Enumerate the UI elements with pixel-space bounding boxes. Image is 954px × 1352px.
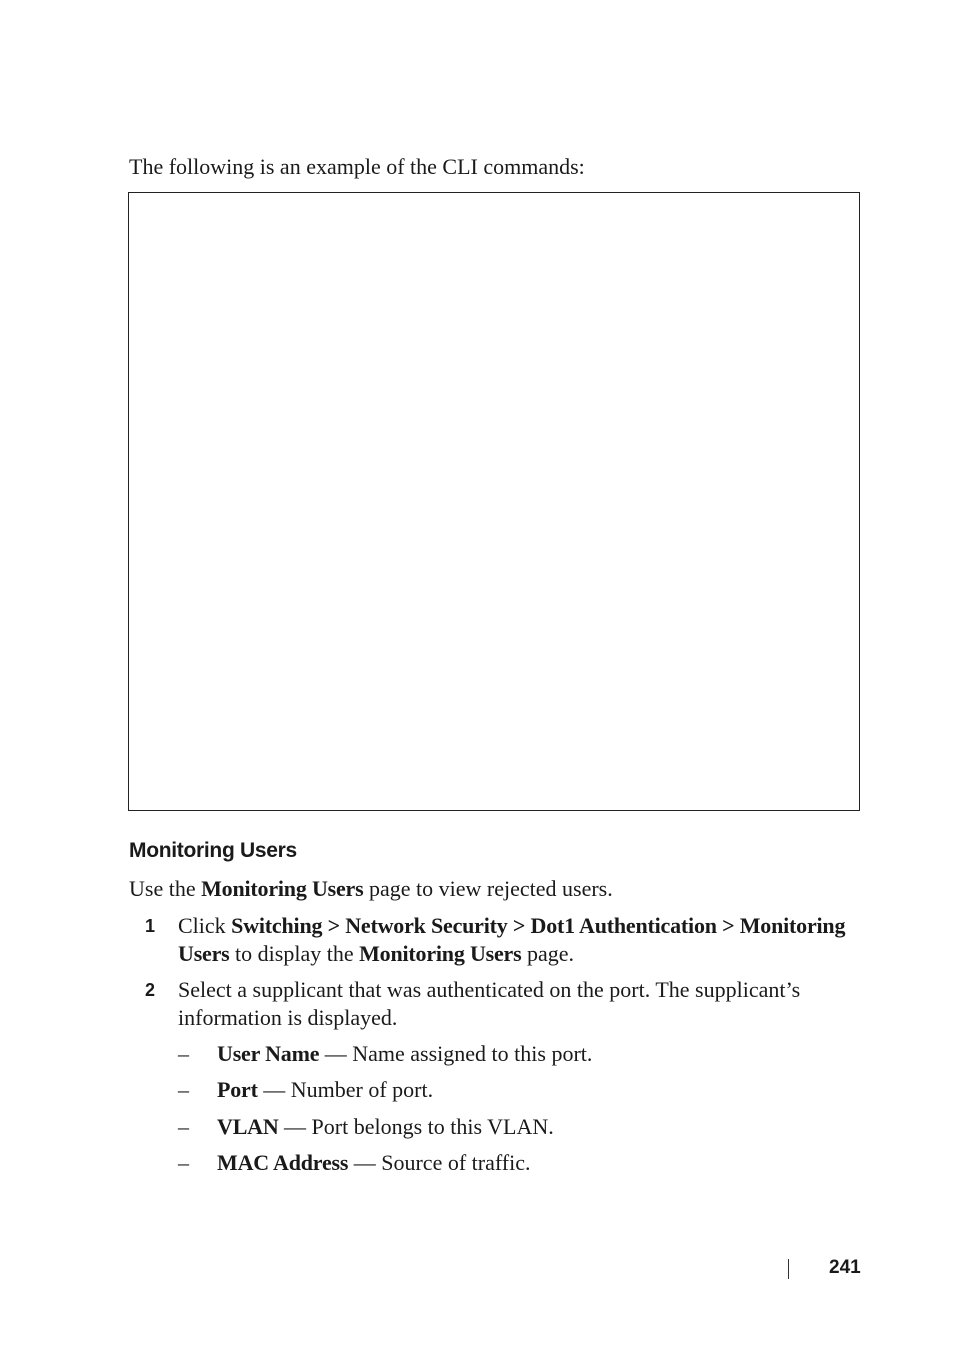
field-description: Source of traffic. [381, 1150, 531, 1175]
field-name: Port [217, 1077, 258, 1102]
cli-example-box [128, 192, 860, 811]
page-name: Monitoring Users [359, 941, 522, 966]
field-name: MAC Address [217, 1150, 349, 1175]
step-text-part: to display the [229, 941, 360, 966]
lead-page-name: Monitoring Users [201, 876, 364, 901]
field-separator: — [319, 1041, 353, 1066]
lead-text: Use the [129, 876, 202, 901]
field-description: Port belongs to this VLAN. [311, 1114, 554, 1139]
lead-text-end: page to view rejected users. [363, 876, 613, 901]
step-text-part: page. [521, 941, 575, 966]
field-mac-address [178, 1149, 531, 1177]
dash-bullet: – [178, 1114, 189, 1139]
field-separator: — [278, 1114, 312, 1139]
field-vlan [178, 1113, 554, 1141]
step-text-part: Click [178, 913, 232, 938]
menu-path: Switching > Network Security > Dot1 Authentication > Monitoring Users [178, 913, 846, 966]
section-lead [129, 875, 613, 903]
field-user-name [178, 1040, 592, 1068]
page-number: 241 [829, 1257, 861, 1278]
field-name: VLAN [217, 1114, 279, 1139]
step-number: 1 [145, 916, 156, 936]
field-name: User Name [217, 1041, 320, 1066]
dash-bullet: – [178, 1077, 189, 1102]
field-separator: — [257, 1077, 291, 1102]
step-text [178, 912, 848, 968]
field-separator: — [348, 1150, 382, 1175]
footer-divider [788, 1259, 789, 1279]
dash-bullet: – [178, 1150, 189, 1175]
section-title: Monitoring Users [129, 839, 297, 862]
field-description: Name assigned to this port. [352, 1041, 593, 1066]
field-port [178, 1076, 433, 1104]
step-text: Select a supplicant that was authenticated on the port. The supplicant’s information is displayed. [178, 977, 801, 1030]
step-number: 2 [145, 980, 156, 1000]
intro-text: The following is an example of the CLI commands: [129, 154, 585, 179]
dash-bullet: – [178, 1041, 189, 1066]
field-description: Number of port. [290, 1077, 434, 1102]
